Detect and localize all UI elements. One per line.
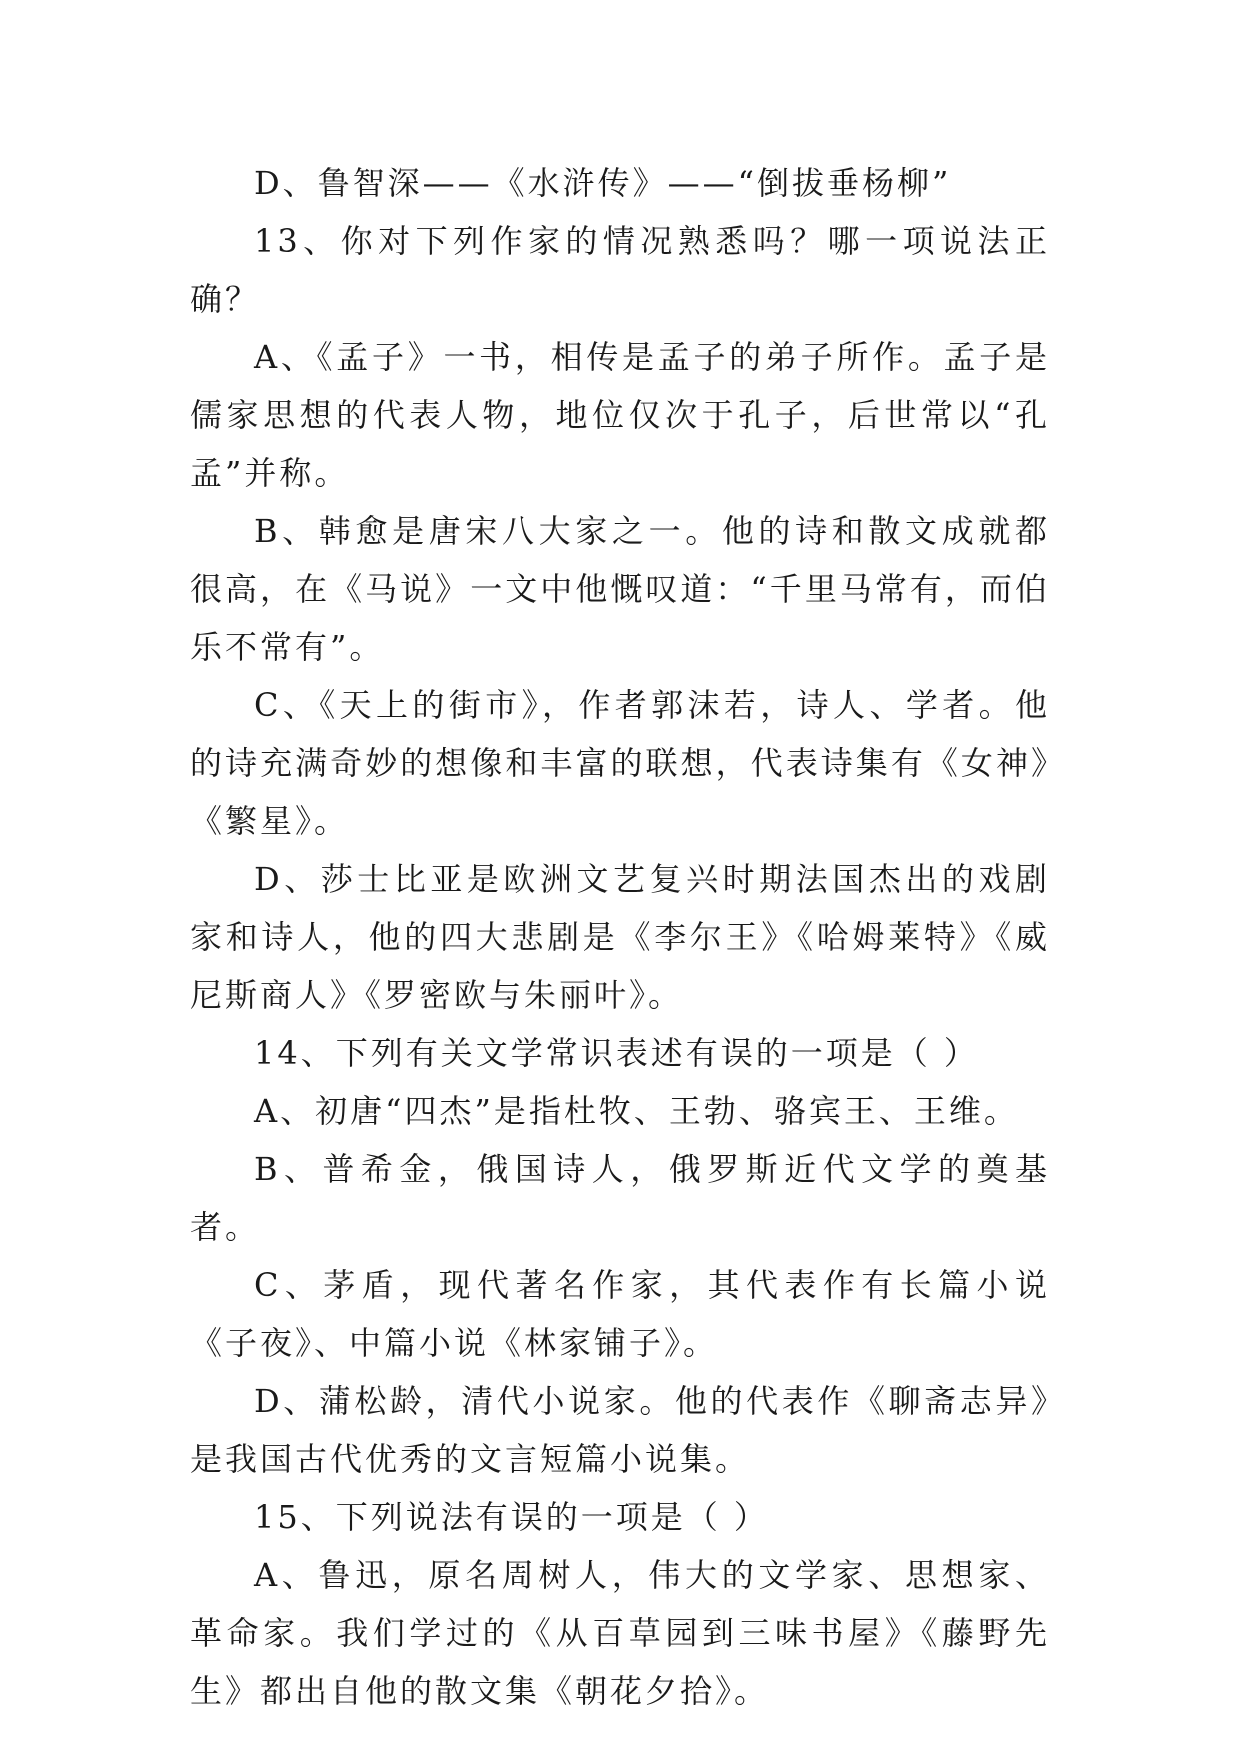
option-c-q13: C、《天上的街市》，作者郭沫若，诗人、学者。他的诗充满奇妙的想像和丰富的联想，代表诗集有《女神》《繁星》。 [190, 686, 1050, 840]
option-d-q14: D、蒲松龄，清代小说家。他的代表作《聊斋志异》是我国古代优秀的文言短篇小说集。 [190, 1382, 1050, 1478]
option-a-q15: A、鲁迅，原名周树人，伟大的文学家、思想家、革命家。我们学过的《从百草园到三味书屋》《藤野先生》都出自他的散文集《朝花夕拾》。 [190, 1556, 1050, 1710]
question-15: 15、下列说法有误的一项是（ ） [254, 1498, 769, 1536]
option-d-q12: D、鲁智深——《水浒传》——“倒拔垂杨柳” [254, 164, 952, 202]
option-c-q14: C、茅盾，现代著名作家，其代表作有长篇小说《子夜》、中篇小说《林家铺子》。 [190, 1266, 1050, 1362]
question-13: 13、你对下列作家的情况熟悉吗？哪一项说法正确？ [190, 222, 1050, 318]
document-body [190, 154, 1050, 1720]
option-a-q13: A、《孟子》一书，相传是孟子的弟子所作。孟子是儒家思想的代表人物，地位仅次于孔子，后世常以“孔孟”并称。 [190, 338, 1050, 492]
question-14: 14、下列有关文学常识表述有误的一项是（ ） [254, 1034, 979, 1072]
option-b-q13: B、韩愈是唐宋八大家之一。他的诗和散文成就都很高，在《马说》一文中他慨叹道：“千里马常有，而伯乐不常有”。 [190, 512, 1050, 666]
option-d-q13: D、莎士比亚是欧洲文艺复兴时期法国杰出的戏剧家和诗人，他的四大悲剧是《李尔王》《哈姆莱特》《威尼斯商人》《罗密欧与朱丽叶》。 [190, 860, 1050, 1014]
option-b-q14: B、普希金，俄国诗人，俄罗斯近代文学的奠基者。 [190, 1150, 1050, 1246]
option-a-q14: A、初唐“四杰”是指杜牧、王勃、骆宾王、王维。 [254, 1092, 1019, 1130]
